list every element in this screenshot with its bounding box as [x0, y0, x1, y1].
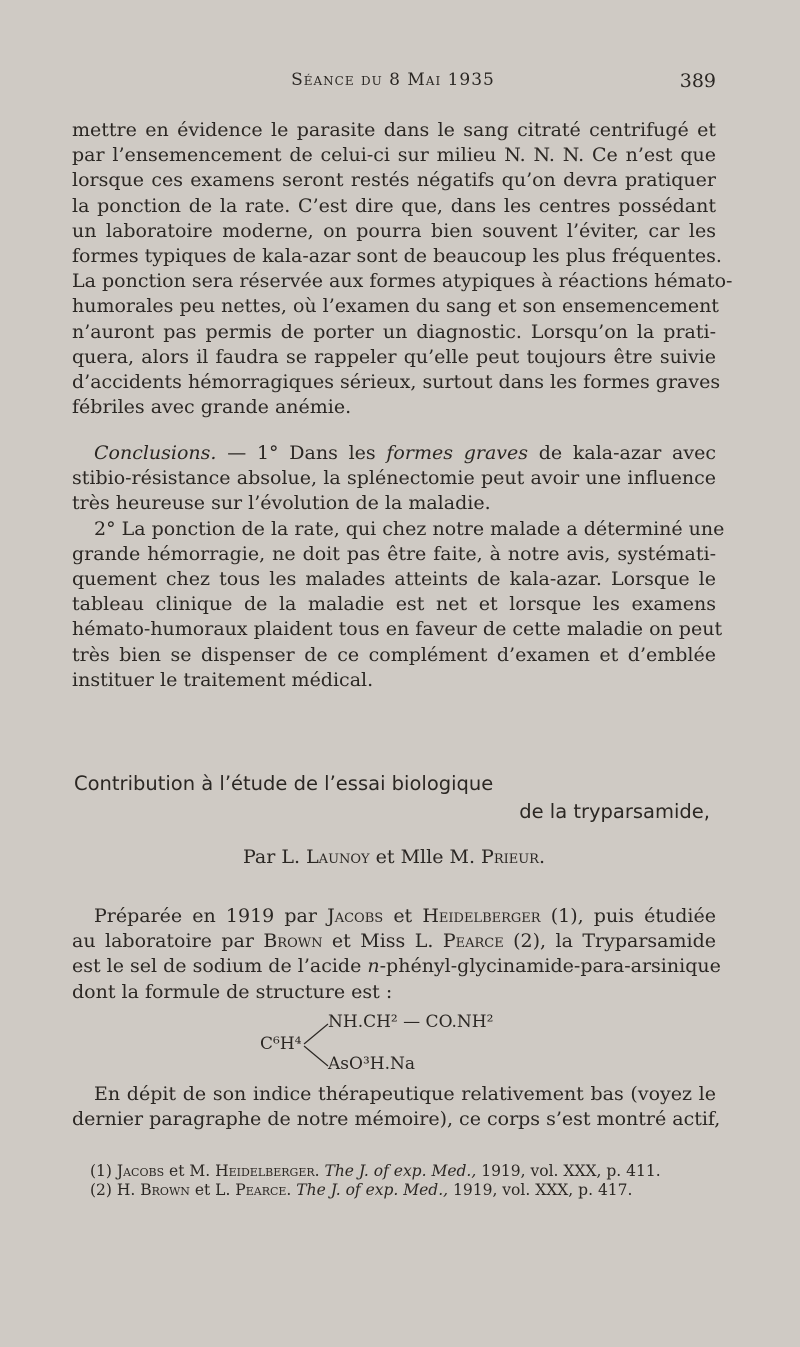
text-run: et Miss L.	[322, 930, 443, 953]
text-line: 2° La ponction de la rate, qui chez notre malade a déterminé une	[94, 517, 725, 540]
author-name: Launoy	[306, 846, 370, 868]
text-line: dont la formule de structure est :	[72, 980, 393, 1003]
article-title	[74, 770, 716, 826]
text-run: (1), puis étudiée	[540, 905, 716, 927]
text-line: humorales peu nettes, où l’examen du sang et son ensemencement	[72, 295, 719, 318]
formula-bottom-branch: AsO³H.Na	[328, 1054, 415, 1074]
footnote	[90, 1162, 716, 1181]
text-line: tableau clinique de la maladie est net et lorsque les examens	[72, 593, 716, 616]
author-name: H. Brown	[116, 1181, 190, 1199]
footnote	[90, 1181, 716, 1200]
text-line: par l’ensemencement de celui-ci sur milieu N. N. N. Ce n’est que	[72, 144, 716, 167]
article-title-line1: Contribution à l’étude de l’essai biologique	[74, 772, 494, 795]
text-line	[72, 954, 721, 979]
footnote-number: (1)	[90, 1162, 117, 1180]
conclusions-first-line	[72, 441, 716, 466]
chemical-formula	[250, 1012, 570, 1076]
text-line: la ponction de la rate. C’est dire que, dans les centres possédant	[72, 194, 716, 217]
text-run: au laboratoire par	[72, 930, 264, 953]
text-line: La ponction sera réservée aux formes atypiques à réactions hémato-	[72, 270, 733, 293]
text-line: mettre en évidence le parasite dans le sang citraté centrifugé et	[72, 119, 716, 141]
text-run: — 1° Dans les	[216, 442, 387, 464]
text-line: grande hémorragie, ne doit pas être faite, à notre avis, systémati-	[72, 542, 716, 565]
article-title-line2: de la tryparsamide,	[519, 800, 710, 823]
journal-name: The J. of exp. Med.,	[291, 1181, 449, 1199]
journal-name: The J. of exp. Med.,	[319, 1162, 477, 1180]
text-line: lorsque ces examens seront restés négatifs qu’on devra pratiquer	[72, 169, 716, 192]
text-line: instituer le traitement médical.	[72, 668, 374, 691]
text-line	[72, 929, 716, 954]
text-line: très heureuse sur l’évolution de la maladie.	[72, 492, 491, 515]
page-number: 389	[679, 70, 716, 92]
text-run: -phényl-glycinamide-para-arsinique	[379, 955, 721, 978]
body-paragraph	[72, 904, 721, 1005]
text-line: fébriles avec grande anémie.	[72, 396, 352, 419]
author-name: Brown	[263, 930, 323, 953]
text-run: et	[383, 905, 423, 927]
text-line: hémato-humoraux plaident tous en faveur de cette maladie on peut	[72, 618, 723, 641]
text-run: Par L.	[242, 846, 307, 868]
text-line: très bien se dispenser de ce complément d’examen et d’emblée	[72, 643, 716, 666]
author-name: Jacobs	[116, 1162, 165, 1180]
text-run: 1919, vol. XXX, p. 411.	[476, 1162, 661, 1180]
intro-paragraph	[72, 118, 733, 420]
author-name: Heidelberger.	[215, 1162, 320, 1180]
text-run: Préparée en 1919 par	[94, 905, 328, 927]
footnotes	[90, 1162, 716, 1200]
text-run: de kala-azar avec	[528, 442, 716, 464]
text-run: (2), la Tryparsamide	[503, 930, 717, 953]
text-run: et M.	[164, 1162, 216, 1180]
running-title: Séance du 8 Mai 1935	[291, 70, 495, 90]
text-line: quement chez tous les malades atteints de kala-azar. Lorsque le	[72, 568, 716, 591]
footnote-number: (2)	[90, 1181, 117, 1199]
text-line: un laboratoire moderne, on pourra bien souvent l’éviter, car les	[72, 219, 716, 242]
text-line: formes typiques de kala-azar sont de beaucoup les plus fréquentes.	[72, 245, 722, 268]
text-line: stibio-résistance absolue, la splénectomie peut avoir une influence	[72, 467, 716, 490]
conclusions-label: Conclusions.	[94, 442, 217, 464]
text-line: dernier paragraphe de notre mémoire), ce corps s’est montré actif,	[72, 1108, 721, 1131]
author-name: Pearce	[442, 930, 504, 953]
text-line: quera, alors il faudra se rappeler qu’elle peut toujours être suivie	[72, 345, 716, 368]
byline	[72, 846, 716, 868]
author-name: Jacobs	[327, 905, 384, 927]
page-header	[70, 70, 716, 100]
emphasis: n	[367, 955, 380, 978]
text-line: En dépit de son indice thérapeutique relativement bas (voyez le	[94, 1083, 716, 1105]
text-run: et Mlle M.	[369, 846, 482, 868]
formula-top-branch: NH.CH² — CO.NH²	[328, 1012, 494, 1032]
text-run: et L.	[189, 1181, 236, 1199]
formula-core: C⁶H⁴	[260, 1034, 302, 1054]
emphasis: formes graves	[386, 442, 528, 464]
text-line: d’accidents hémorragiques sérieux, surtout dans les formes graves	[72, 371, 721, 394]
text-line: n’auront pas permis de porter un diagnostic. Lorsqu’on la prati-	[72, 320, 716, 343]
author-name: Pearce.	[235, 1181, 292, 1199]
text-run: 1919, vol. XXX, p. 417.	[448, 1181, 633, 1199]
text-run: est le sel de sodium de l’acide	[72, 955, 368, 978]
body-paragraph-2	[72, 1082, 721, 1132]
author-name: Heidelberger	[422, 905, 541, 927]
text-line	[72, 904, 716, 929]
author-name: Prieur.	[481, 846, 546, 868]
conclusions-paragraph	[72, 441, 725, 693]
